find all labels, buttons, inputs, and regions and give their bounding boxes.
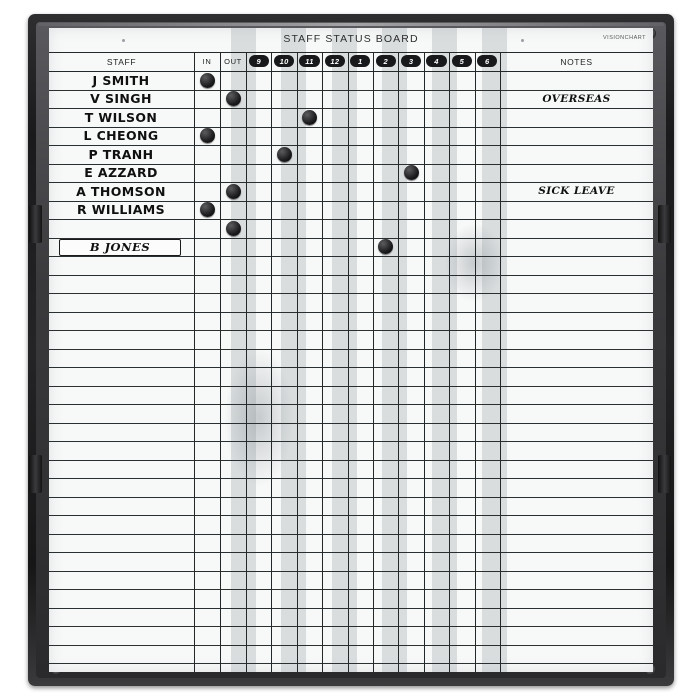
- grid-line: [449, 52, 450, 672]
- column-header-in: IN: [202, 57, 212, 66]
- hour-header-1: 1: [350, 55, 370, 67]
- grid-line: [246, 52, 247, 672]
- shade-band: [482, 28, 507, 672]
- grid-line: [49, 441, 653, 442]
- grid-line: [424, 52, 425, 672]
- brand-logo: VISIONCHART: [603, 35, 646, 41]
- grid-line: [49, 404, 653, 405]
- grid-line: [49, 423, 653, 424]
- grid-line: [49, 275, 653, 276]
- magnet-out[interactable]: [226, 91, 241, 106]
- staff-name: T WILSON: [84, 109, 158, 125]
- grid-line: [49, 589, 653, 590]
- staff-name-card[interactable]: B JONES: [59, 239, 181, 257]
- grid-line: [49, 478, 653, 479]
- column-header-staff: STAFF: [106, 56, 137, 67]
- grid-line: [398, 52, 399, 672]
- page-title: STAFF STATUS BOARD: [283, 33, 419, 45]
- shade-band: [382, 28, 407, 672]
- surface-smudge: [224, 348, 294, 488]
- grid-line: [49, 571, 653, 572]
- grid-line: [49, 312, 653, 313]
- grid-line: [49, 626, 653, 627]
- frame-rail-right-lower: [658, 455, 671, 493]
- magnet-in[interactable]: [200, 202, 215, 217]
- column-header-notes: NOTES: [560, 56, 593, 67]
- title-dot: [521, 39, 524, 42]
- grid-line: [500, 52, 501, 672]
- grid-line: [49, 645, 653, 646]
- staff-name: P TRANH: [88, 146, 154, 162]
- shade-band: [432, 28, 457, 672]
- staff-note: OVERSEAS: [542, 92, 611, 105]
- whiteboard-surface: [49, 28, 653, 672]
- grid-line: [49, 534, 653, 535]
- grid-line: [49, 367, 653, 368]
- hour-header-2: 2: [376, 55, 396, 67]
- grid-line: [322, 52, 323, 672]
- shade-band: [231, 28, 256, 672]
- hour-header-4: 4: [426, 55, 446, 67]
- magnet-hour-11[interactable]: [302, 110, 317, 125]
- grid-line: [49, 386, 653, 387]
- grid-line: [49, 460, 653, 461]
- hour-header-6: 6: [477, 55, 497, 67]
- grid-line: [49, 552, 653, 553]
- frame-rail-left-upper: [29, 205, 42, 243]
- magnet-in[interactable]: [200, 73, 215, 88]
- hour-header-10: 10: [274, 55, 294, 67]
- hour-header-9: 9: [249, 55, 269, 67]
- grid-line: [49, 663, 653, 664]
- title-dot: [122, 39, 125, 42]
- grid-line: [49, 515, 653, 516]
- hour-header-11: 11: [299, 55, 319, 67]
- grid-line: [297, 52, 298, 672]
- board-title-strip: [49, 28, 653, 52]
- grid-line: [49, 219, 653, 220]
- staff-name: R WILLIAMS: [76, 202, 166, 218]
- grid-line: [49, 349, 653, 350]
- grid-line: [373, 52, 374, 672]
- magnet-out[interactable]: [226, 221, 241, 236]
- magnet-hour-10[interactable]: [277, 147, 292, 162]
- magnet-out[interactable]: [226, 184, 241, 199]
- shade-band: [281, 28, 306, 672]
- frame-rail-left-lower: [29, 455, 42, 493]
- frame-rail-right-upper: [658, 205, 671, 243]
- grid-line: [49, 608, 653, 609]
- magnet-in[interactable]: [200, 128, 215, 143]
- grid-line: [348, 52, 349, 672]
- staff-name: L CHEONG: [83, 128, 159, 144]
- staff-name: V SINGH: [90, 91, 152, 107]
- grid-line: [49, 497, 653, 498]
- hour-header-3: 3: [401, 55, 421, 67]
- column-header-out: OUT: [224, 57, 242, 66]
- staff-name: J SMITH: [92, 72, 150, 88]
- board-frame-highlight: [38, 23, 664, 26]
- grid-line: [220, 52, 221, 672]
- grid-line: [271, 52, 272, 672]
- magnet-hour-3[interactable]: [404, 165, 419, 180]
- grid-line: [49, 330, 653, 331]
- staff-name: A THOMSON: [76, 183, 166, 199]
- grid-line: [194, 52, 195, 672]
- shade-band: [332, 28, 357, 672]
- magnet-hour-2[interactable]: [378, 239, 393, 254]
- staff-note: SICK LEAVE: [538, 185, 615, 198]
- hour-header-12: 12: [325, 55, 345, 67]
- grid-line: [475, 52, 476, 672]
- staff-name: E AZZARD: [84, 165, 158, 181]
- hour-header-5: 5: [452, 55, 472, 67]
- grid-line: [49, 293, 653, 294]
- grid-line: [49, 256, 653, 257]
